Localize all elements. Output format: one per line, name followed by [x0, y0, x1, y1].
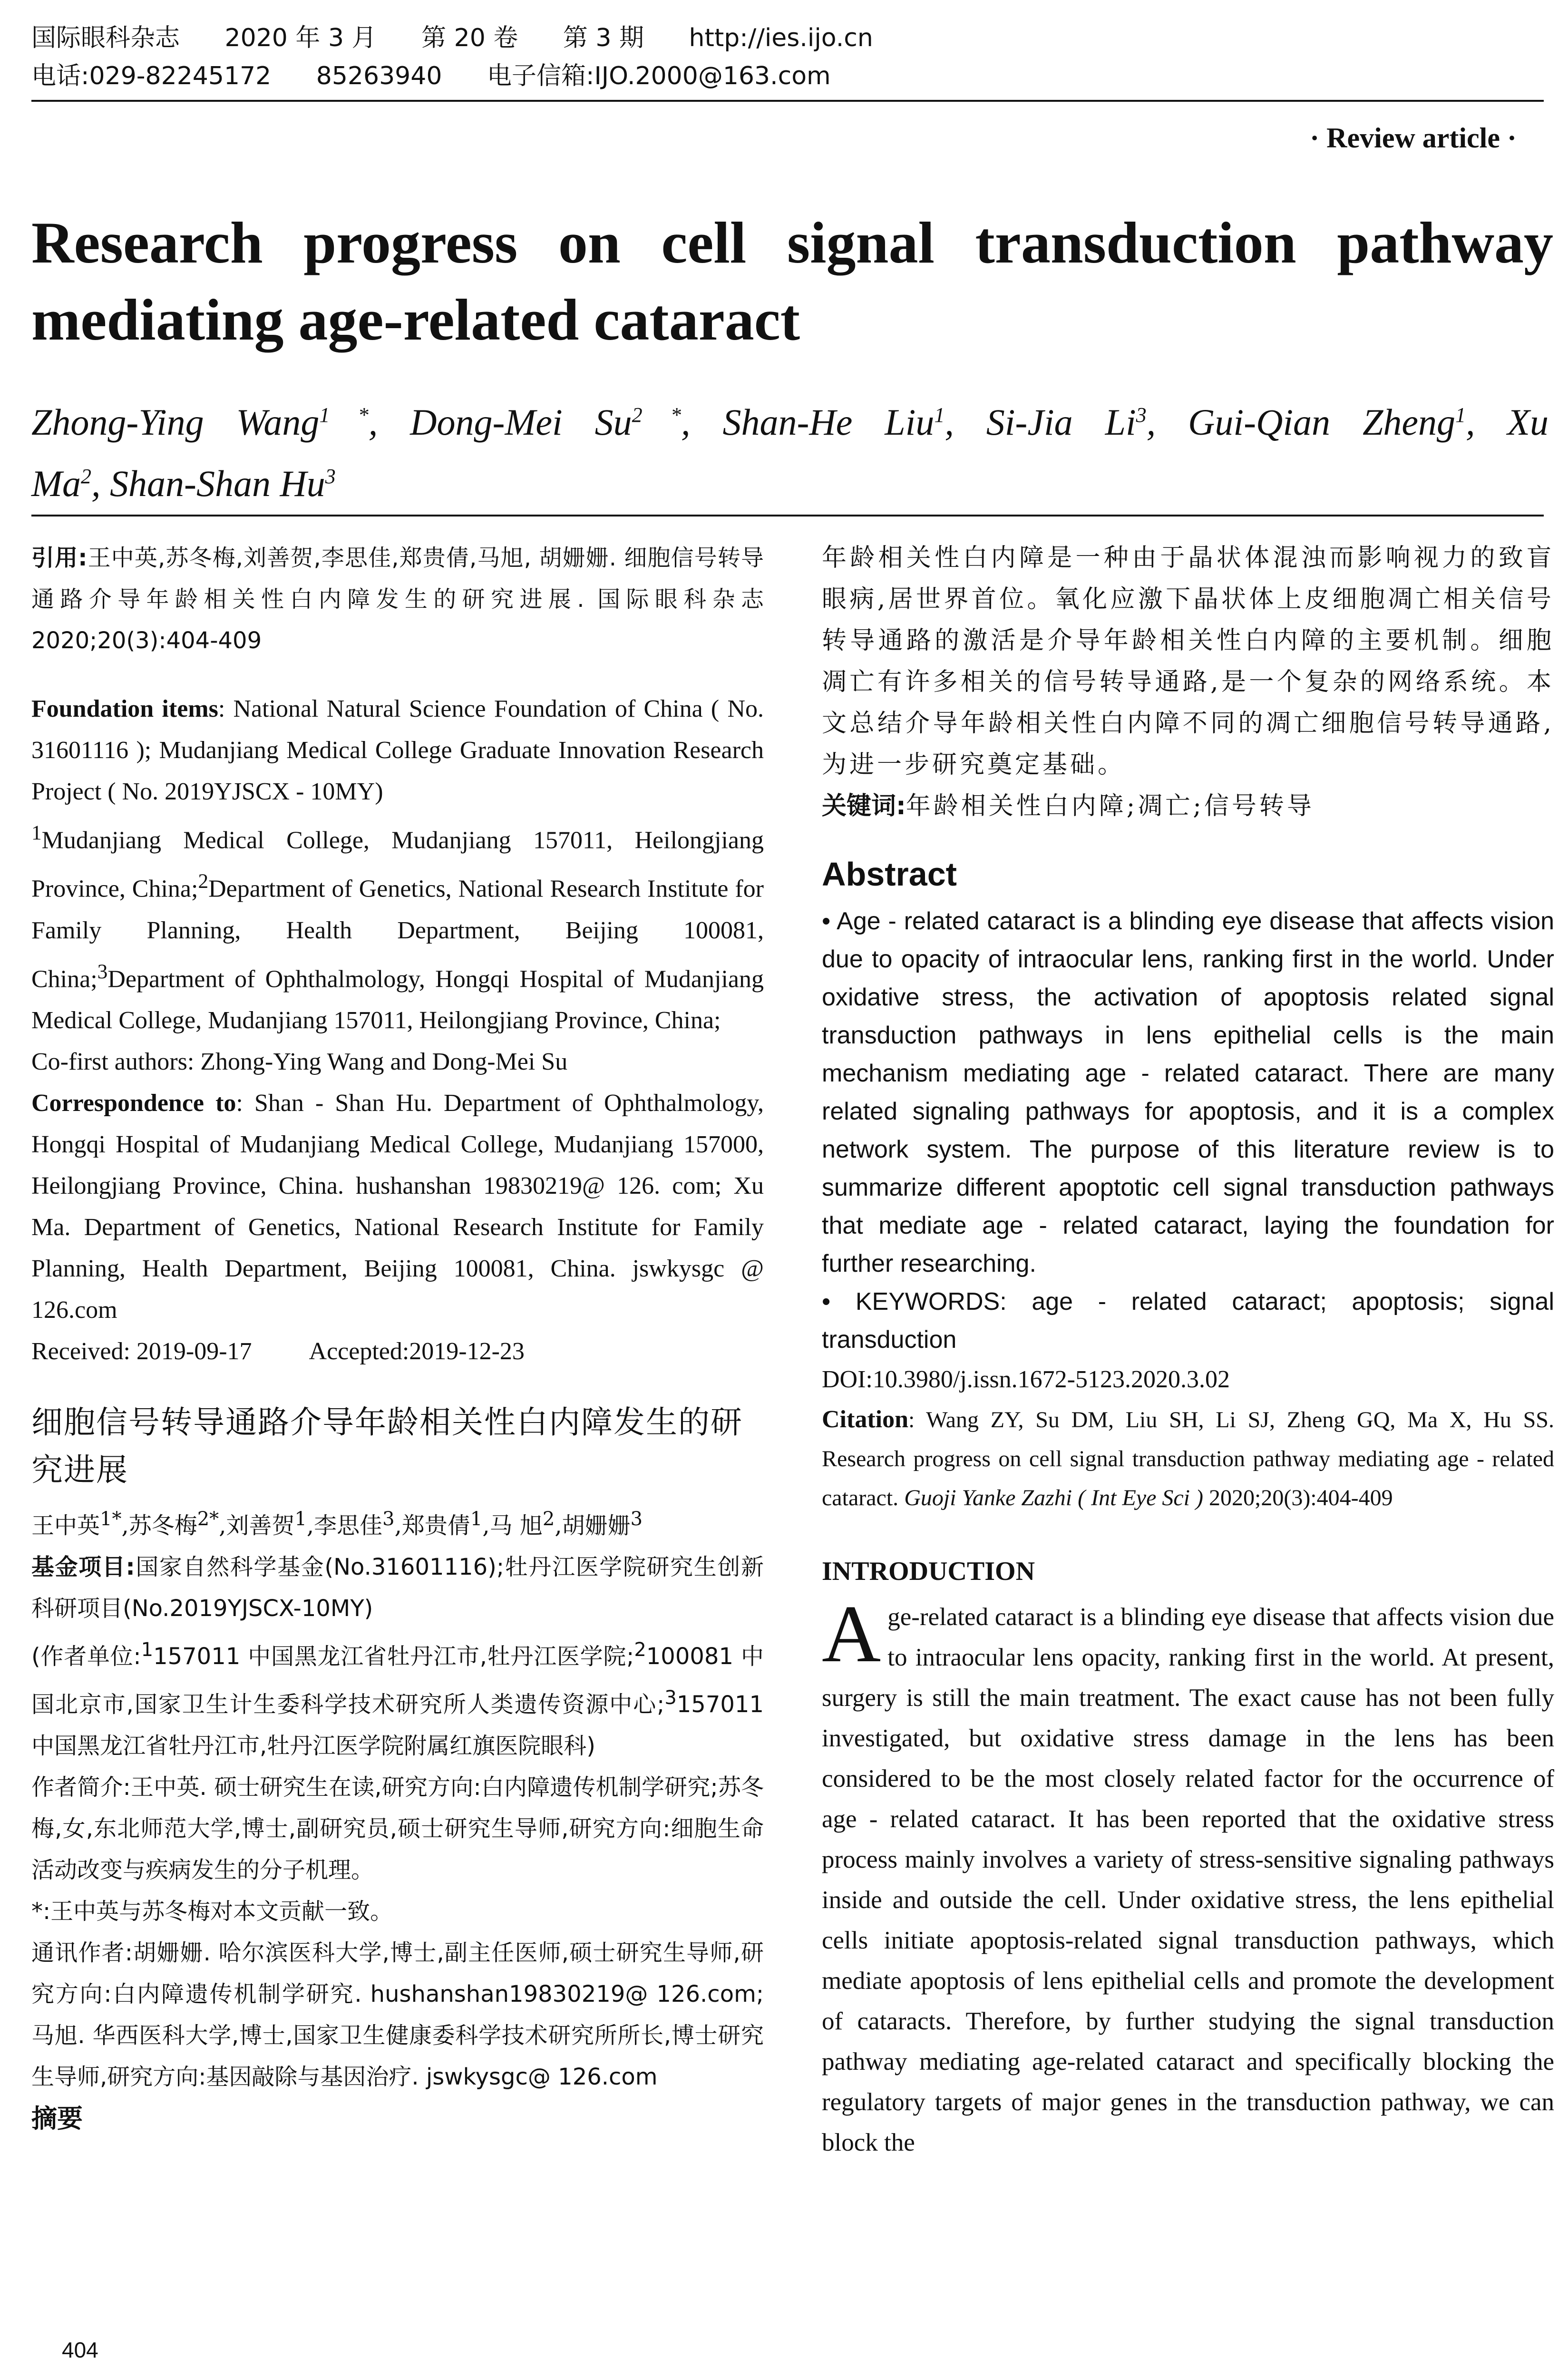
chinese-correspondence: 通讯作者:胡姗姗. 哈尔滨医科大学,博士,副主任医师,硕士研究生导师,研究方向:白内障遗传机制学研究. hushanshan19830219@ 126.com;马旭. 华西医科大学,博士,国家卫生健康委科学技术研究所所长,博士研究生导师,研究方向:基因敲除与基因治疗. jswkysgc@ 126.com: [31, 1939, 764, 2090]
title-line-1: Research progress on cell signal transduction pathway: [31, 210, 1553, 275]
citation-text: 王中英,苏冬梅,刘善贺,李思佳,郑贵倩,马旭, 胡姗姗. 细胞信号转导通路介导年龄相关性白内障发生的研究进展. 国际眼科杂志 2020;20(3):404-409: [31, 545, 764, 654]
chinese-units: [31, 1629, 764, 1767]
author: ,郑贵倩: [394, 1512, 470, 1539]
author: ,马 旭: [482, 1512, 543, 1539]
phone: 电话:029-82245172: [31, 62, 272, 90]
label: 引用:: [31, 545, 88, 571]
author-sup: 1: [1455, 403, 1466, 427]
author: ,刘善贺: [219, 1512, 295, 1539]
label: Foundation items: [31, 695, 218, 722]
received-date: Received: 2019-09-17: [31, 1337, 252, 1365]
drop-cap: A: [822, 1589, 881, 1679]
abstract-heading: Abstract: [822, 856, 957, 893]
journal-name: Guoji Yanke Zazhi ( Int Eye Sci ): [904, 1485, 1203, 1510]
sup: 2: [198, 870, 209, 893]
affiliation: Mudanjiang Medical College, Mudanjiang 157011, Heilongjiang Province, China;: [31, 827, 764, 903]
sup: 2*: [197, 1508, 219, 1530]
keywords-text: 年龄相关性白内障;凋亡;信号转导: [906, 792, 1315, 820]
author-list: [31, 388, 1549, 511]
author-sup: 3: [325, 465, 336, 488]
volume: 第 20 卷: [421, 24, 518, 52]
author-sup: 2 *: [632, 403, 682, 427]
author: Dong-Mei Su: [410, 401, 632, 443]
label: Citation: [822, 1406, 908, 1433]
foundation-text: : National Natural Science Foundation of China ( No. 31601116 ); Mudanjiang Medical College Graduate Innovation Research Project ( No. 2019YJSCX - 10MY): [31, 695, 764, 805]
author: Shan-Shan Hu: [109, 463, 325, 504]
author: ,胡姗姗: [555, 1512, 631, 1539]
sup: 3: [630, 1508, 643, 1530]
affiliation: Department of Genetics, National Research Institute for Family Planning, Health Department, Beijing 100081, China;: [31, 875, 764, 993]
unit: 157011 中国黑龙江省牡丹江市,牡丹江医学院附属红旗医院眼科): [31, 1691, 764, 1759]
author-line-2: Ma$^2$, Shan-Shan Hu$^3$: [31, 463, 336, 504]
accepted-date: Accepted:2019-12-23: [309, 1337, 525, 1365]
keywords-en: • KEYWORDS: age - related cataract; apoptosis; signal transduction: [822, 1288, 1554, 1354]
chinese-authors: [31, 1499, 764, 1547]
chinese-fund: [31, 1547, 764, 1629]
sup: 3: [382, 1508, 395, 1530]
chinese-abstract: 年龄相关性白内障是一种由于晶状体混浊而影响视力的致盲眼病,居世界首位。氧化应激下晶状体上皮细胞凋亡相关信号转导通路的激活是介导年龄相关性白内障的主要机制。细胞凋亡有许多相关的信号转导通路,是一个复杂的网络系统。本文总结介导年龄相关性白内障不同的凋亡细胞信号转导通路,为进一步研究奠定基础。: [822, 544, 1554, 779]
label: 关键词:: [822, 792, 906, 820]
citation-text: : Wang ZY, Su DM, Liu SH, Li SJ, Zheng GQ, Ma X, Hu SS. Research progress on cell signal transduction pathway mediating age - related cataract.: [822, 1407, 1554, 1510]
page-number: 404: [62, 2338, 98, 2362]
introduction: [822, 1589, 1554, 2163]
english-citation: [822, 1400, 1554, 1518]
correspondence-text: : Shan - Shan Hu. Department of Ophthalmology, Hongqi Hospital of Mudanjiang Medical College, Mudanjiang 157000, Heilongjiang Province, China. hushanshan 19830219@ 126. com; Xu Ma. Department of Genetics, National Research Institute for Family Planning, Health Department, Beijing 100081, China. jswkysgc @ 126.com: [31, 1089, 764, 1324]
abstract-body: [822, 902, 1554, 1359]
unit: 157011 中国黑龙江省牡丹江市,牡丹江医学院;: [153, 1643, 634, 1670]
label: 基金项目:: [31, 1553, 135, 1580]
article-title: [31, 205, 1553, 359]
author-sup: 3: [1136, 403, 1147, 427]
citation-end: 2020;20(3):404-409: [1203, 1485, 1393, 1510]
dates: [31, 1331, 764, 1372]
chinese-title: 细胞信号转导通路介导年龄相关性白内障发生的研究进展: [31, 1403, 743, 1488]
section-tag: · Review article ·: [1310, 122, 1517, 154]
label: (作者单位:: [31, 1643, 141, 1670]
sup: 3: [664, 1686, 677, 1709]
author-sup: 2: [80, 465, 91, 488]
introduction-heading: INTRODUCTION: [822, 1557, 1035, 1586]
sup: 1: [470, 1508, 483, 1530]
abstract-text: • Age - related cataract is a blinding eye disease that affects vision due to opacity of intraocular lens, ranking first in the world. Under oxidative stress, the activation of apoptosis related signal transduction pathways in lens epithelial cells is the main mechanism mediating age - related cataract. There are many related signaling pathways for apoptosis, and it is a complex network system. The purpose of this literature review is to summarize different apoptotic cell signal transduction pathways that mediate age - related cataract, laying the foundation for further researching.: [822, 907, 1554, 1277]
author: ,李思佳: [306, 1512, 383, 1539]
co-first-authors: Co-first authors: Zhong-Ying Wang and Dong-Mei Su: [31, 1048, 568, 1075]
chinese-bio: 作者简介:王中英. 硕士研究生在读,研究方向:白内障遗传机制学研究;苏冬梅,女,东北师范大学,博士,副研究员,硕士研究生导师,研究方向:细胞生命活动改变与疾病发生的分子机理。: [31, 1773, 764, 1883]
journal-header: [31, 19, 1544, 95]
sup: 1: [31, 821, 42, 844]
chinese-keywords: [822, 786, 1554, 827]
issue-date: 2020 年 3 月: [224, 24, 377, 52]
phone-2: 85263940: [316, 62, 442, 90]
sup: 1: [294, 1508, 307, 1530]
author-divider: [31, 515, 1544, 516]
sup: 2: [542, 1508, 555, 1530]
author: Si-Jia Li: [986, 401, 1136, 443]
chinese-citation: [31, 537, 764, 662]
author: Zhong-Ying Wang: [31, 401, 320, 443]
fund-text: 国家自然科学基金(No.31601116);牡丹江医学院研究生创新科研项目(No.2019YJSCX-10MY): [31, 1553, 764, 1622]
author: Gui-Qian Zheng: [1188, 401, 1455, 443]
correspondence: [31, 1082, 764, 1331]
doi[interactable]: DOI:10.3980/j.issn.1672-5123.2020.3.02: [822, 1366, 1230, 1393]
header-divider: [31, 100, 1544, 102]
issue: 第 3 期: [563, 24, 644, 52]
affiliations: [31, 812, 764, 1041]
foundation-items: [31, 688, 764, 812]
author-sup: 1 *: [319, 403, 369, 427]
label: Correspondence to: [31, 1089, 236, 1117]
chinese-abstract-label: 摘要: [31, 2103, 83, 2133]
title-line-2: mediating age-related cataract: [31, 287, 800, 352]
sup: 3: [97, 960, 108, 983]
author: 王中英: [31, 1512, 100, 1539]
left-column: [31, 537, 764, 2139]
email[interactable]: 电子信箱:IJO.2000@163.com: [487, 62, 831, 90]
sup: 2: [634, 1638, 646, 1661]
sup: 1*: [100, 1508, 122, 1530]
sup: 1: [141, 1638, 154, 1661]
chinese-equal: *:王中英与苏冬梅对本文贡献一致。: [31, 1898, 393, 1925]
author: Shan-He Liu: [722, 401, 935, 443]
affiliation: Department of Ophthalmology, Hongqi Hospital of Mudanjiang Medical College, Mudanjiang 157011, Heilongjiang Province, China;: [31, 965, 764, 1034]
author: ,苏冬梅: [121, 1512, 197, 1539]
journal-name: 国际眼科杂志: [31, 24, 180, 52]
right-column: [822, 537, 1554, 2163]
journal-url[interactable]: http://ies.ijo.cn: [689, 24, 873, 52]
author-line-1: Zhong-Ying Wang$^{1 *}$, Dong-Mei $Su^{2 *}$, Shan-He Liu$^1$, Si-Jia Li$^3$, Gui-Qian Zheng$^1$, Xu: [31, 401, 1549, 443]
intro-text: ge-related cataract is a blinding eye disease that affects vision due to intraocular lens opacity, ranking first in the world. At present, surgery is still the main treatment. The exact cause has not been fully investigated, but oxidative stress damage in the lens has been considered to be the most closely related factor for the occurrence of age - related cataract. It has been reported that the oxidative stress process mainly involves a variety of stress-sensitive signaling pathways inside and outside the cell. Under oxidative stress, the lens epithelial cells initiate apoptosis-related signal transduction pathways, which mediate apoptosis of lens epithelial cells and promote the development of cataracts. Therefore, by further studying the signal transduction pathway mediating age-related cataract and specifically blocking the regulatory targets of major genes in the transduction pathway, we can block the: [822, 1603, 1554, 2156]
author-sup: 1: [934, 403, 945, 427]
unit: 100081 中国北京市,国家卫生计生委科学技术研究所人类遗传资源中心;: [31, 1643, 764, 1718]
